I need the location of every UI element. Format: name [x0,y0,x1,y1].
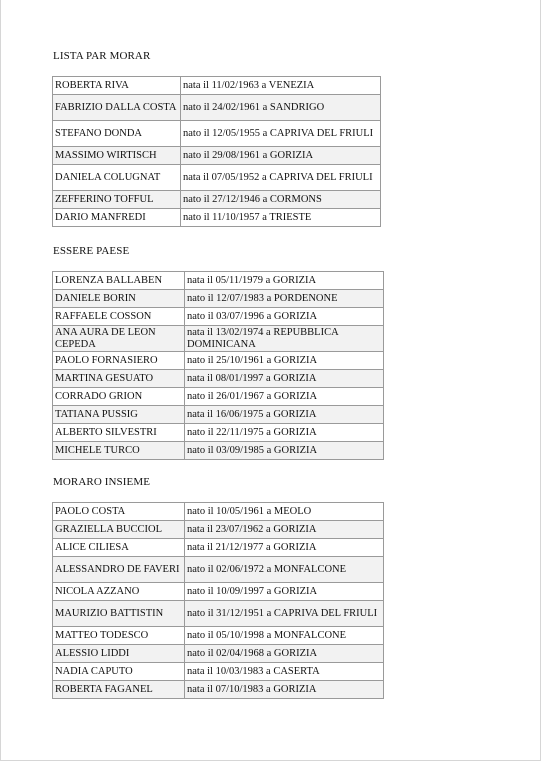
candidate-birth-info: nato il 12/05/1955 a CAPRIVA DEL FRIULI [181,121,381,147]
candidate-name: CORRADO GRION [53,388,185,406]
candidate-name: ALICE CILIESA [53,539,185,557]
table-row [53,165,381,191]
candidate-birth-info: nato il 10/05/1961 a MEOLO [185,503,384,521]
table-row [53,557,384,583]
candidate-name: ZEFFERINO TOFFUL [53,191,181,209]
candidate-birth-info: nata il 10/03/1983 a CASERTA [185,663,384,681]
table-row [53,645,384,663]
candidate-name: DANIELE BORIN [53,290,185,308]
section-title-essere-paese: ESSERE PAESE [53,245,130,257]
candidate-birth-info: nato il 05/10/1998 a MONFALCONE [185,627,384,645]
candidates-table-moraro-insieme [52,502,384,699]
table-row [53,272,384,290]
candidates-table-lista-par-morar [52,76,381,227]
table-row [53,370,384,388]
candidate-name: ROBERTA FAGANEL [53,681,185,699]
table-row [53,191,381,209]
candidate-name: ANA AURA DE LEON CEPEDA [53,326,185,352]
table-row [53,95,381,121]
table-row [53,681,384,699]
candidate-birth-info: nato il 25/10/1961 a GORIZIA [185,352,384,370]
table-row [53,583,384,601]
candidate-birth-info: nata il 13/02/1974 a REPUBBLICA DOMINICANA [185,326,384,352]
candidates-table-essere-paese [52,271,384,460]
table-row [53,77,381,95]
candidate-birth-info: nata il 11/02/1963 a VENEZIA [181,77,381,95]
candidate-name: MASSIMO WIRTISCH [53,147,181,165]
table-row [53,539,384,557]
table-row [53,424,384,442]
candidate-birth-info: nato il 27/12/1946 a CORMONS [181,191,381,209]
table-row [53,308,384,326]
candidate-name: ALESSIO LIDDI [53,645,185,663]
table-row [53,601,384,627]
candidate-name: DANIELA COLUGNAT [53,165,181,191]
table-row [53,663,384,681]
candidate-birth-info: nato il 24/02/1961 a SANDRIGO [181,95,381,121]
table-row [53,209,381,227]
candidate-name: ALESSANDRO DE FAVERI [53,557,185,583]
candidate-name: MICHELE TURCO [53,442,185,460]
table-row [53,147,381,165]
candidate-name: ALBERTO SILVESTRI [53,424,185,442]
candidate-birth-info: nato il 29/08/1961 a GORIZIA [181,147,381,165]
candidate-birth-info: nato il 11/10/1957 a TRIESTE [181,209,381,227]
candidate-birth-info: nato il 03/09/1985 a GORIZIA [185,442,384,460]
section-title-moraro-insieme: MORARO INSIEME [53,476,151,488]
candidate-birth-info: nata il 07/05/1952 a CAPRIVA DEL FRIULI [181,165,381,191]
candidate-name: NADIA CAPUTO [53,663,185,681]
candidate-name: PAOLO FORNASIERO [53,352,185,370]
table-row [53,406,384,424]
candidate-birth-info: nata il 07/10/1983 a GORIZIA [185,681,384,699]
table-row [53,352,384,370]
candidate-name: MATTEO TODESCO [53,627,185,645]
candidate-name: ROBERTA RIVA [53,77,181,95]
candidate-birth-info: nato il 02/06/1972 a MONFALCONE [185,557,384,583]
candidate-name: MARTINA GESUATO [53,370,185,388]
candidate-birth-info: nata il 16/06/1975 a GORIZIA [185,406,384,424]
table-row [53,627,384,645]
candidate-name: STEFANO DONDA [53,121,181,147]
candidate-name: GRAZIELLA BUCCIOL [53,521,185,539]
candidate-name: LORENZA BALLABEN [53,272,185,290]
candidate-name: NICOLA AZZANO [53,583,185,601]
candidate-birth-info: nato il 03/07/1996 a GORIZIA [185,308,384,326]
table-row [53,326,384,352]
candidate-birth-info: nato il 22/11/1975 a GORIZIA [185,424,384,442]
candidate-birth-info: nato il 26/01/1967 a GORIZIA [185,388,384,406]
table-row [53,290,384,308]
candidate-name: RAFFAELE COSSON [53,308,185,326]
section-title-lista-par-morar: LISTA PAR MORAR [53,50,151,62]
candidate-name: PAOLO COSTA [53,503,185,521]
candidate-name: TATIANA PUSSIG [53,406,185,424]
table-row [53,388,384,406]
candidate-birth-info: nato il 31/12/1951 a CAPRIVA DEL FRIULI [185,601,384,627]
table-row [53,521,384,539]
table-row [53,503,384,521]
candidate-birth-info: nata il 08/01/1997 a GORIZIA [185,370,384,388]
table-row [53,121,381,147]
candidate-birth-info: nata il 05/11/1979 a GORIZIA [185,272,384,290]
candidate-birth-info: nato il 02/04/1968 a GORIZIA [185,645,384,663]
candidate-birth-info: nato il 10/09/1997 a GORIZIA [185,583,384,601]
candidate-name: MAURIZIO BATTISTIN [53,601,185,627]
table-row [53,442,384,460]
candidate-name: DARIO MANFREDI [53,209,181,227]
candidate-name: FABRIZIO DALLA COSTA [53,95,181,121]
candidate-birth-info: nato il 12/07/1983 a PORDENONE [185,290,384,308]
candidate-birth-info: nata il 23/07/1962 a GORIZIA [185,521,384,539]
candidate-birth-info: nata il 21/12/1977 a GORIZIA [185,539,384,557]
